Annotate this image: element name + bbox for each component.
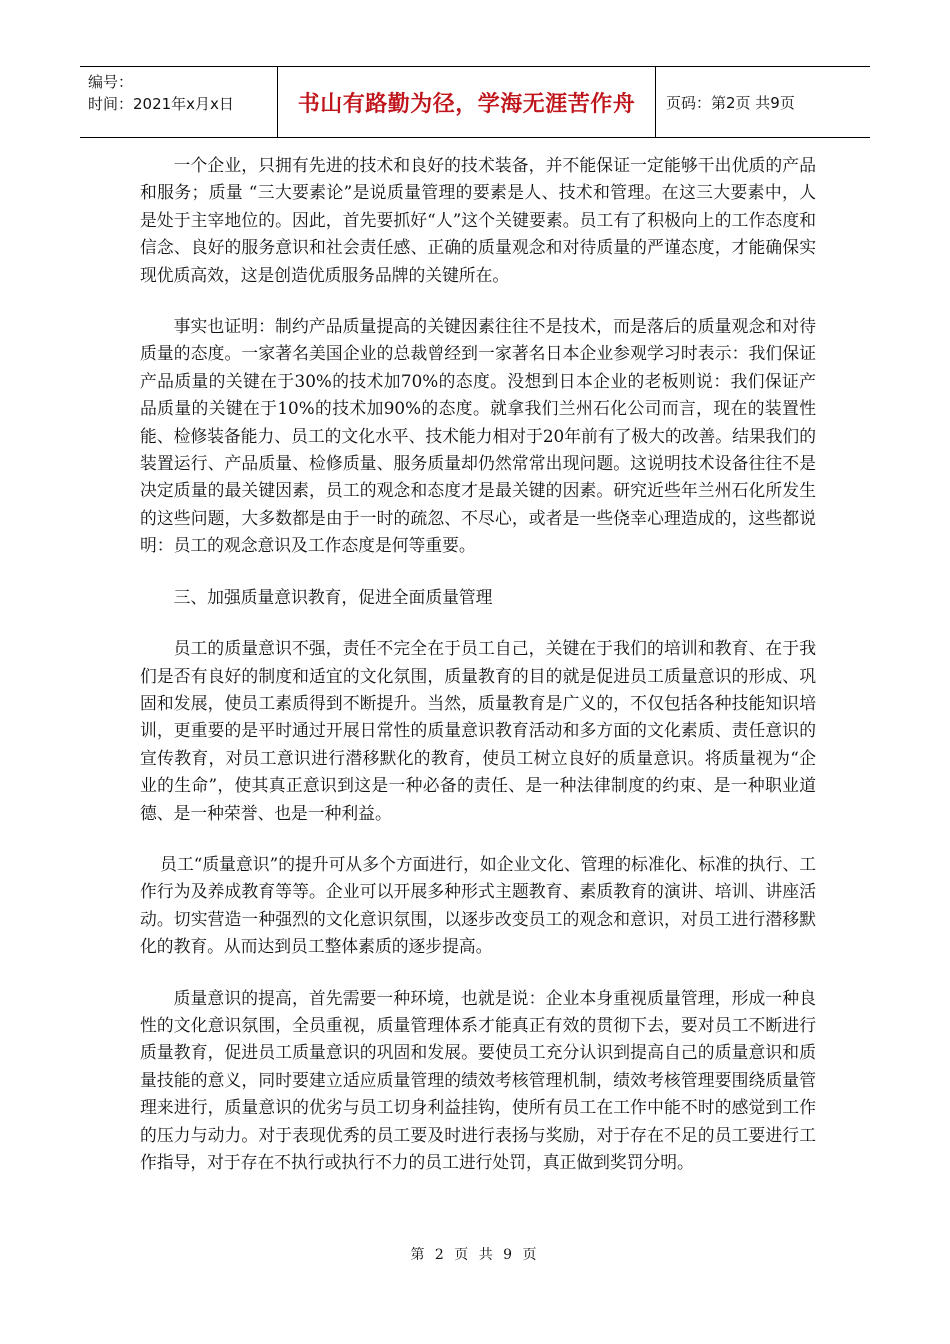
document-body [140,152,816,1200]
header-page-info: 页码：第2页 共9页 [666,93,795,112]
section-heading: 三、加强质量意识教育，促进全面质量管理 [173,586,493,607]
page-header [80,66,870,138]
header-meta [80,67,278,137]
header-motto: 书山有路勤为径，学海无涯苦作舟 [278,67,656,137]
paragraph-3: 员工的质量意识不强，责任不完全在于员工自己，关键在于我们的培训和教育、在于我们是否有良好的制度和适宜的文化氛围，质量教育的目的就是促进员工质量意识的形成、巩固和发展，使员工素质得到不断提升。当然，质量教育是广义的，不仅包括各种技能知识培训，更重要的是平时通过开展日常性的质量意识教育活动和多方面的文化素质、责任意识的宣传教育，对员工意识进行潜移默化的教育，使员工树立良好的质量意识。将质量视为“企业的生命”，使其真正意识到这是一种必备的责任、是一种法律制度的约束、是一种职业道德、是一种荣誉、也是一种利益。 [140,638,816,823]
paragraph-4: 员工“质量意识”的提升可从多个方面进行，如企业文化、管理的标准化、标准的执行、工作行为及养成教育等等。企业可以开展多种形式主题教育、素质教育的演讲、培训、讲座活动。切实营造一种强烈的文化意识氛围，以逐步改变员工的观念和意识，对员工进行潜移默化的教育。从而达到员工整体素质的逐步提高。 [140,853,816,957]
document-time-label: 时间：2021年x月x日 [88,95,234,113]
paragraph-1: 一个企业，只拥有先进的技术和良好的技术装备，并不能保证一定能够干出优质的产品和服务；质量 “三大要素论”是说质量管理的要素是人、技术和管理。在这三大要素中，人是处于主宰地位的。因此，首先要抓好“人”这个关键要素。员工有了积极向上的工作态度和信念、良好的服务意识和社会责任感、正确的质量观念和对待质量的严谨态度，才能确保实现优质高效，这是创造优质服务品牌的关键所在。 [140,155,816,285]
document-number-label: 编号： [88,73,134,91]
page-footer: 第 2 页 共 9 页 [410,1247,540,1263]
paragraph-5: 质量意识的提高，首先需要一种环境，也就是说：企业本身重视质量管理，形成一种良性的文化意识氛围，全员重视，质量管理体系才能真正有效的贯彻下去，要对员工不断进行质量教育，促进员工质量意识的巩固和发展。要使员工充分认识到提高自己的质量意识和质量技能的意义，同时要建立适应质量管理的绩效考核管理机制，绩效考核管理要围绕质量管理来进行，质量意识的优劣与员工切身利益挂钩，使所有员工在工作中能不时的感觉到工作的压力与动力。对于表现优秀的员工要及时进行表扬与奖励，对于存在不足的员工要进行工作指导，对于存在不执行或执行不力的员工进行处罚，真正做到奖罚分明。 [140,987,816,1172]
paragraph-2: 事实也证明：制约产品质量提高的关键因素往往不是技术，而是落后的质量观念和对待质量的态度。一家著名美国企业的总裁曾经到一家著名日本企业参观学习时表示：我们保证产品质量的关键在于30%的技术加70%的态度。没想到日本企业的老板则说：我们保证产品质量的关键在于10%的技术加90%的态度。就拿我们兰州石化公司而言，现在的装置性能、检修装备能力、员工的文化水平、技术能力相对于20年前有了极大的改善。结果我们的装置运行、产品质量、检修质量、服务质量却仍然常常出现问题。这说明技术设备往往不是决定质量的最关键因素，员工的观念和态度才是最关键的因素。研究近些年兰州石化所发生的这些问题，大多数都是由于一时的疏忽、不尽心，或者是一些侥幸心理造成的，这些都说明：员工的观念意识及工作态度是何等重要。 [140,316,816,556]
